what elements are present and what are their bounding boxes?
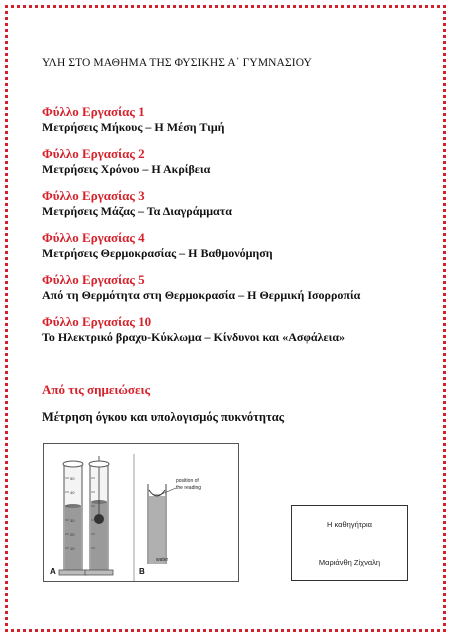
cylinder-left-base (59, 570, 87, 575)
worksheet-subtitle: Το Ηλεκτρικό βραχυ-Κύκλωμα – Κίνδυνοι και «Ασφάλεια» (42, 330, 346, 344)
worksheet-subtitle: Μετρήσεις Θερμοκρασίας – Η Βαθμονόμηση (42, 246, 273, 260)
worksheet-title: Φύλλο Εργασίας 3 (42, 188, 145, 203)
teacher-name: Μαριάνθη Ζίχναλη (318, 558, 381, 567)
worksheet-item (42, 230, 422, 272)
panel-b-meniscus-detail (139, 478, 201, 576)
worksheet-item (42, 314, 422, 356)
cylinder-illustration (44, 444, 238, 581)
worksheet-title: Φύλλο Εργασίας 1 (42, 104, 145, 119)
worksheet-item (42, 272, 422, 314)
worksheet-subtitle: Μετρήσεις Χρόνου – Η Ακρίβεια (42, 162, 211, 176)
scale-tick: 50 (70, 476, 75, 481)
reading-label-line-1: position of (176, 478, 199, 484)
cylinder-left-liquid (65, 506, 81, 570)
worksheet-title: Φύλλο Εργασίας 2 (42, 146, 145, 161)
scale-tick: 30 (70, 518, 75, 523)
cylinder-right-base (85, 570, 113, 575)
water-column (149, 494, 165, 564)
worksheet-item (42, 188, 422, 230)
teacher-signature-box (291, 505, 408, 581)
reading-label-line-2: the reading (176, 485, 202, 491)
scale-tick: 10 (70, 546, 75, 551)
notes-heading: Από τις σημειώσεις (42, 382, 151, 397)
worksheet-title: Φύλλο Εργασίας 5 (42, 272, 145, 287)
measuring-cylinder-figure (43, 443, 239, 582)
notes-item: Μέτρηση όγκου και υπολογισμός πυκνότητας (42, 410, 285, 424)
document-title: ΥΛΗ ΣΤΟ ΜΑΘΗΜΑ ΤΗΣ ΦΥΣΙΚΗΣ Α΄ ΓΥΜΝΑΣΙΟΥ (42, 57, 312, 69)
worksheet-subtitle: Μετρήσεις Μήκους – Η Μέση Τιμή (42, 120, 225, 134)
worksheet-subtitle: Από τη Θερμότητα στη Θερμοκρασία – Η Θερμική Ισορροπία (42, 288, 361, 302)
water-label: water (156, 557, 169, 563)
worksheet-title: Φύλλο Εργασίας 4 (42, 230, 145, 245)
panel-a-cylinders (50, 456, 113, 576)
scale-tick: 20 (70, 532, 75, 537)
worksheet-subtitle: Μετρήσεις Μάζας – Τα Διαγράμματα (42, 204, 232, 218)
immersed-object (94, 514, 104, 524)
scale-tick: 40 (70, 490, 75, 495)
worksheet-list (42, 104, 422, 356)
worksheet-item (42, 146, 422, 188)
worksheet-title: Φύλλο Εργασίας 10 (42, 314, 152, 329)
worksheet-item (42, 104, 422, 146)
teacher-role: Η καθηγήτρια (327, 520, 372, 529)
panel-b-label: B (139, 567, 145, 576)
panel-a-label: A (50, 567, 56, 576)
